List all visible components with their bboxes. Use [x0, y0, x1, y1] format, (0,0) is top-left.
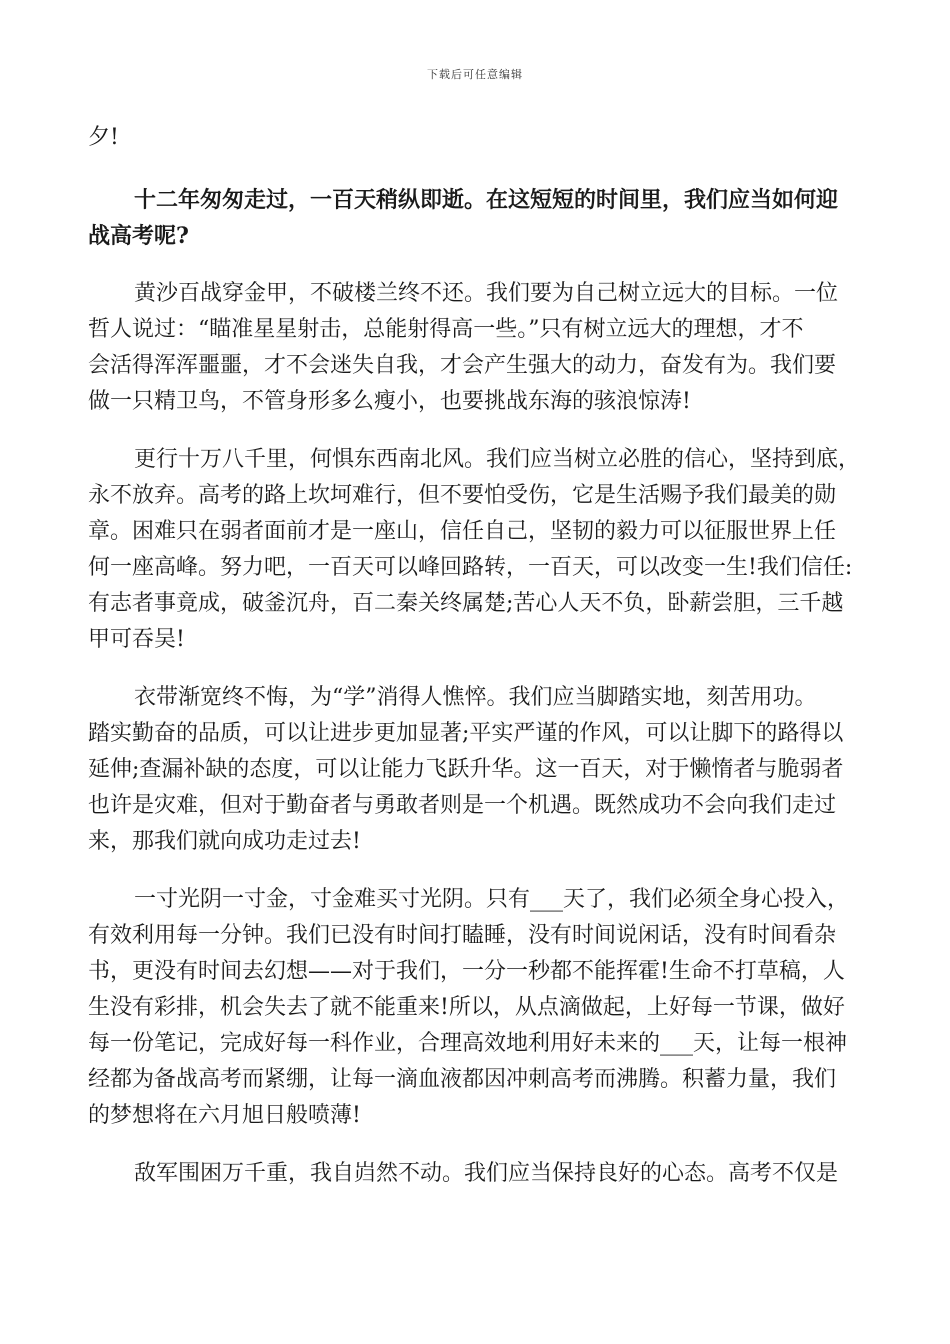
text-line: 来，那我们就向成功走过去!	[88, 829, 361, 854]
text-line: 战高考呢?	[88, 223, 189, 249]
text-line: 生没有彩排，机会失去了就不能重来!所以，从点滴做起，上好每一节课，做好	[88, 995, 845, 1020]
text-line: 更行十万八千里，何惧东西南北风。我们应当树立必胜的信心，坚持到底，	[134, 447, 861, 472]
paragraph	[88, 1156, 864, 1192]
text-line: 甲可吞吴!	[88, 627, 185, 652]
text-line: 有志者事竟成，破釜沉舟，百二秦关终属楚;苦心人天不负，卧薪尝胆，三千越	[88, 591, 844, 616]
text-line: 延伸;查漏补缺的态度，可以让能力飞跃升华。这一百天，对于懒惰者与脆弱者	[88, 757, 844, 782]
text-line: 每一份笔记，完成好每一科作业，合理高效地利用好未来的___天，让每一根神	[88, 1031, 848, 1056]
text-line: 黄沙百战穿金甲，不破楼兰终不还。我们要为自己树立远大的目标。一位	[134, 281, 839, 306]
text-line: 夕!	[88, 125, 119, 150]
paragraph	[88, 276, 864, 420]
text-line: 永不放弃。高考的路上坎坷难行，但不要怕受伤，它是生活赐予我们最美的勋	[88, 483, 837, 508]
text-line: 书，更没有时间去幻想——对于我们，一分一秒都不能挥霍!生命不打草稿，人	[88, 959, 845, 984]
paragraph	[88, 882, 864, 1134]
text-line: 一寸光阴一寸金，寸金难买寸光阴。只有___天了，我们必须全身心投入，	[134, 887, 850, 912]
paragraph	[88, 182, 864, 254]
text-line: 章。困难只在弱者面前才是一座山，信任自己，坚韧的毅力可以征服世界上任	[88, 519, 837, 544]
text-line: 的梦想将在六月旭日般喷薄!	[88, 1103, 361, 1128]
page-header: 下载后可任意编辑	[427, 68, 523, 81]
text-line: 敌军围困万千重，我自岿然不动。我们应当保持良好的心态。高考不仅是	[134, 1161, 839, 1186]
text-line: 十二年匆匆走过，一百天稍纵即逝。在这短短的时间里，我们应当如何迎	[134, 187, 839, 213]
text-line: 踏实勤奋的品质，可以让进步更加显著;平实严谨的作风，可以让脚下的路得以	[88, 721, 844, 746]
text-line: 做一只精卫鸟，不管身形多么瘦小，也要挑战东海的骇浪惊涛!	[88, 389, 691, 414]
text-line: 经都为备战高考而紧绷，让每一滴血液都因冲刺高考而沸腾。积蓄力量，我们	[88, 1067, 837, 1092]
text-line: 衣带渐宽终不悔，为“学”消得人憔悴。我们应当脚踏实地，刻苦用功。	[134, 685, 817, 710]
text-line: 会活得浑浑噩噩，才不会迷失自我，才会产生强大的动力，奋发有为。我们要	[88, 353, 837, 378]
text-line: 有效利用每一分钟。我们已没有时间打瞌睡，没有时间说闲话，没有时间看杂	[88, 923, 837, 948]
text-line: 何一座高峰。努力吧，一百天可以峰回路转，一百天，可以改变一生!我们信任:	[88, 555, 853, 580]
text-line: 哲人说过：“瞄准星星射击，总能射得高一些。”只有树立远大的理想，才不	[88, 317, 804, 342]
paragraph	[88, 680, 864, 860]
document-body	[88, 120, 864, 1214]
paragraph	[88, 442, 864, 658]
text-line: 也许是灾难，但对于勤奋者与勇敢者则是一个机遇。既然成功不会向我们走过	[88, 793, 837, 818]
paragraph	[88, 120, 864, 156]
